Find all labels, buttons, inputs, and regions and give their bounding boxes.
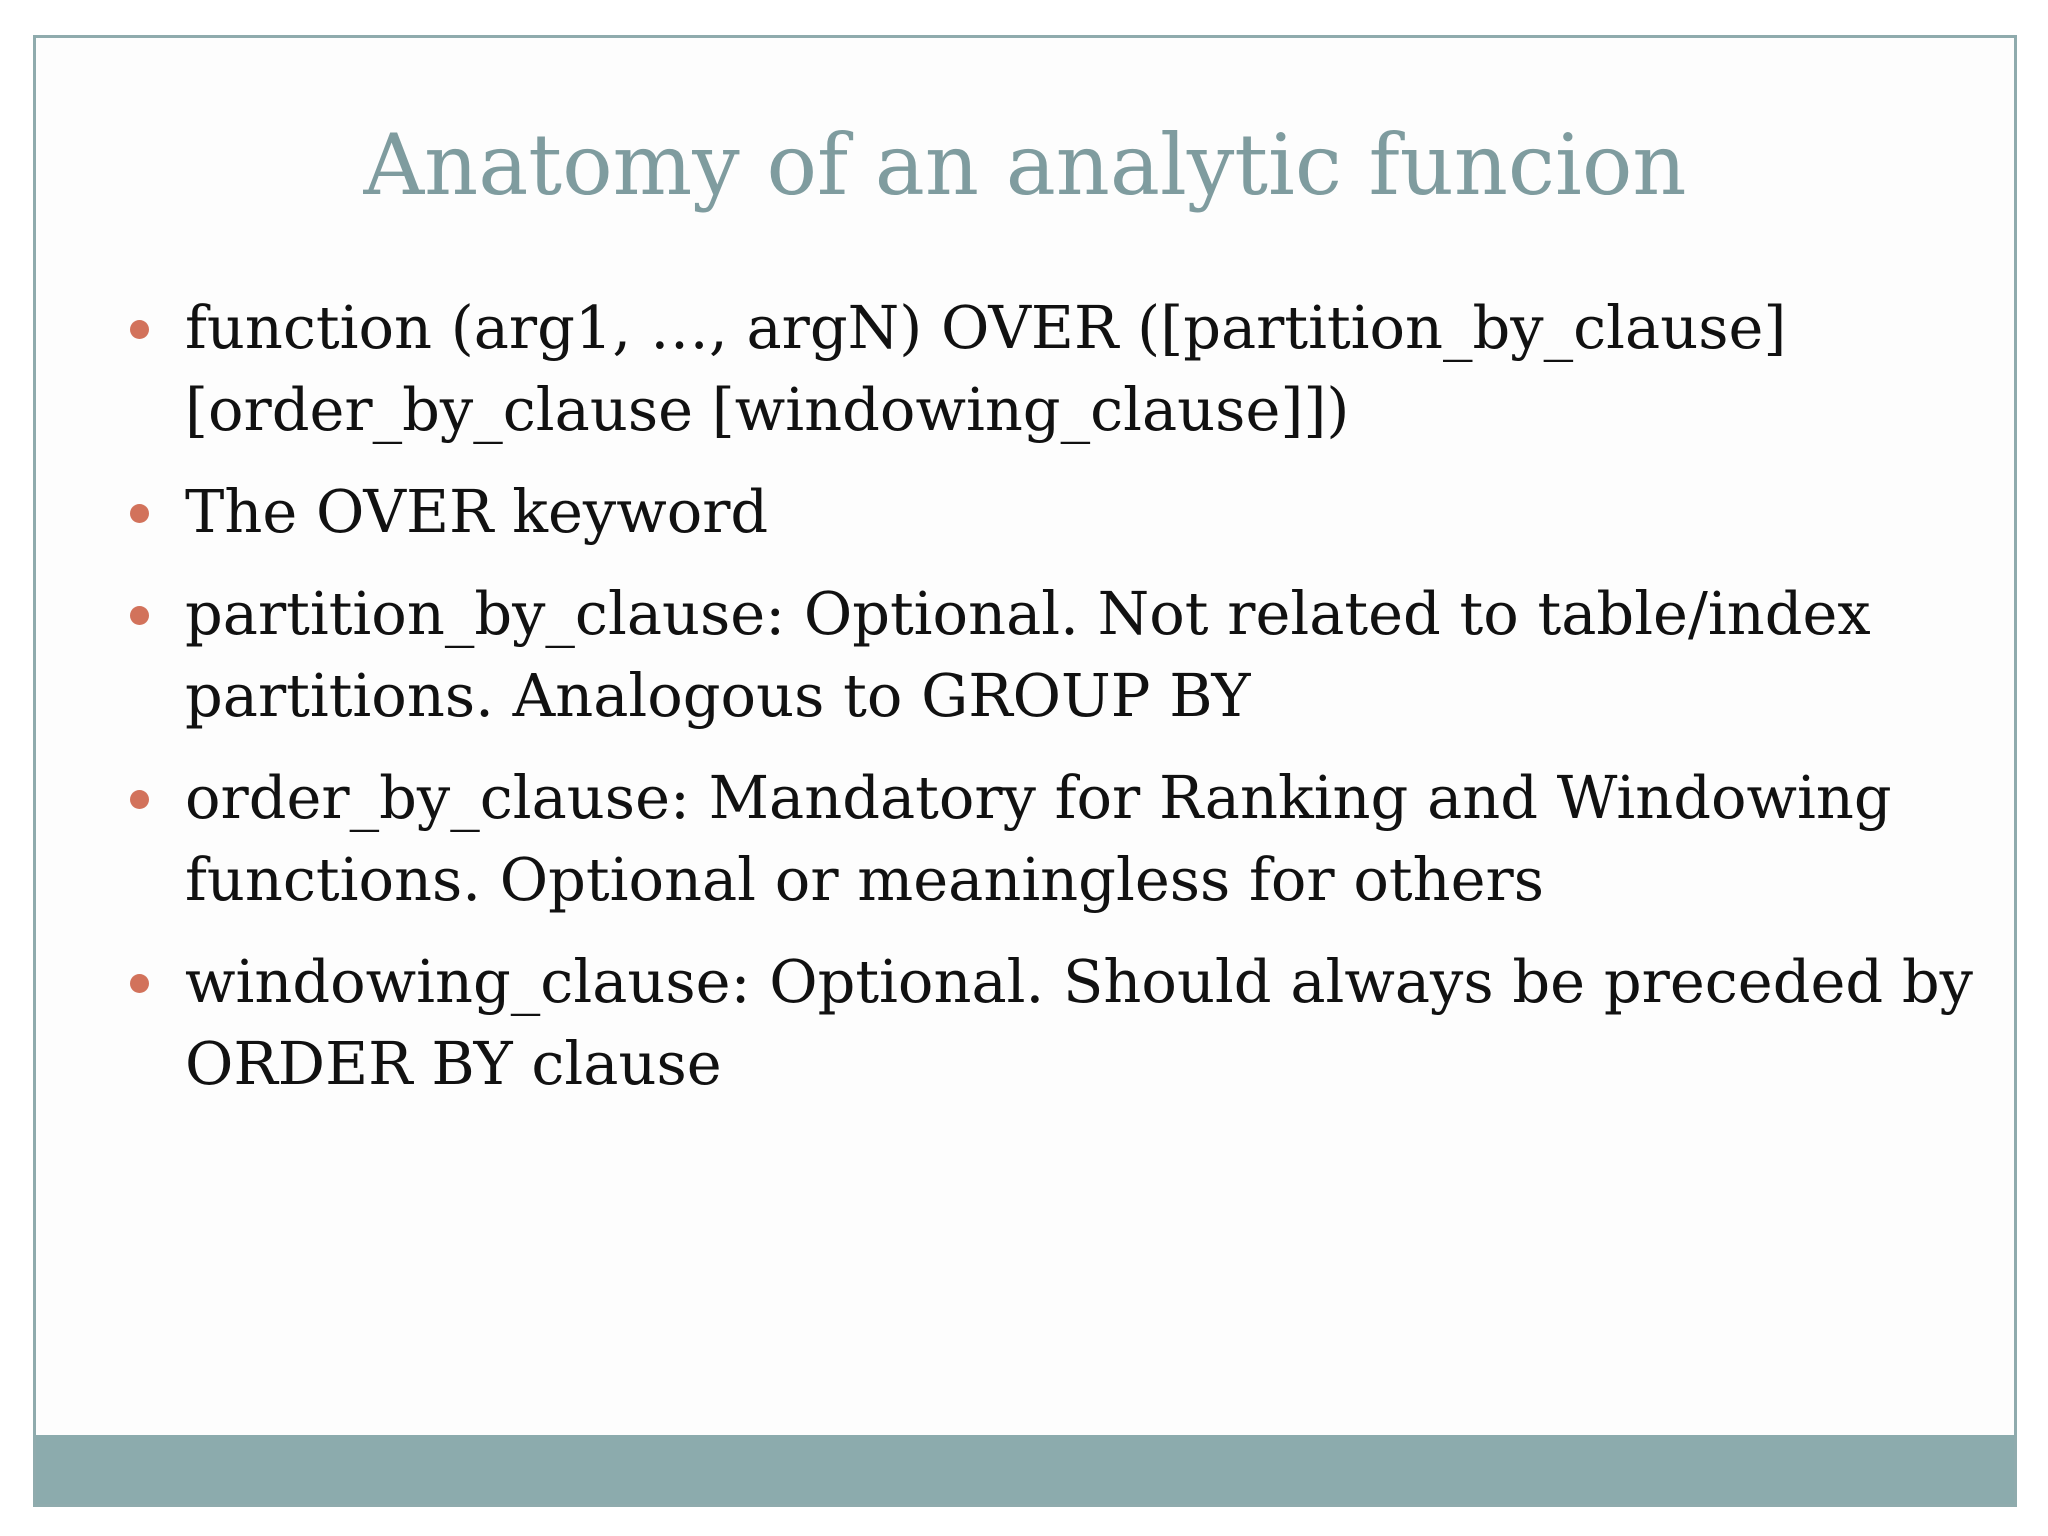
bullet-item-syntax	[36, 287, 2014, 451]
bullet-dot-icon	[130, 504, 149, 523]
bullet-item-order-by	[36, 757, 2014, 921]
bullet-text: ORDER BY clause	[185, 1029, 722, 1098]
bullet-dot-icon	[130, 320, 149, 339]
bullet-text: function (arg1, …, argN) OVER ([partition_by_clause]	[185, 293, 1787, 362]
bullet-dot-icon	[130, 974, 149, 993]
bullet-dot-icon	[130, 606, 149, 625]
bullet-dot-icon	[130, 790, 149, 809]
footer-bar	[36, 1435, 2014, 1504]
bullet-text: partition_by_clause: Optional. Not related to table/index	[185, 579, 1871, 648]
bullet-text: order_by_clause: Mandatory for Ranking and Windowing	[185, 763, 1892, 832]
bullet-text: functions. Optional or meaningless for others	[185, 845, 1544, 914]
bullet-text: The OVER keyword	[185, 477, 769, 546]
bullet-text: [order_by_clause [windowing_clause]])	[185, 375, 1350, 444]
slide-title: Anatomy of an analytic funcion	[363, 116, 1687, 214]
bullet-item-over-keyword	[36, 471, 2014, 553]
bullet-item-windowing	[36, 941, 2014, 1105]
bullet-item-partition-by	[36, 573, 2014, 737]
bullet-text: partitions. Analogous to GROUP BY	[185, 661, 1251, 730]
bullet-list	[36, 287, 2014, 1125]
bullet-text: windowing_clause: Optional. Should always be preceded by	[185, 947, 1974, 1016]
slide	[33, 35, 2017, 1507]
